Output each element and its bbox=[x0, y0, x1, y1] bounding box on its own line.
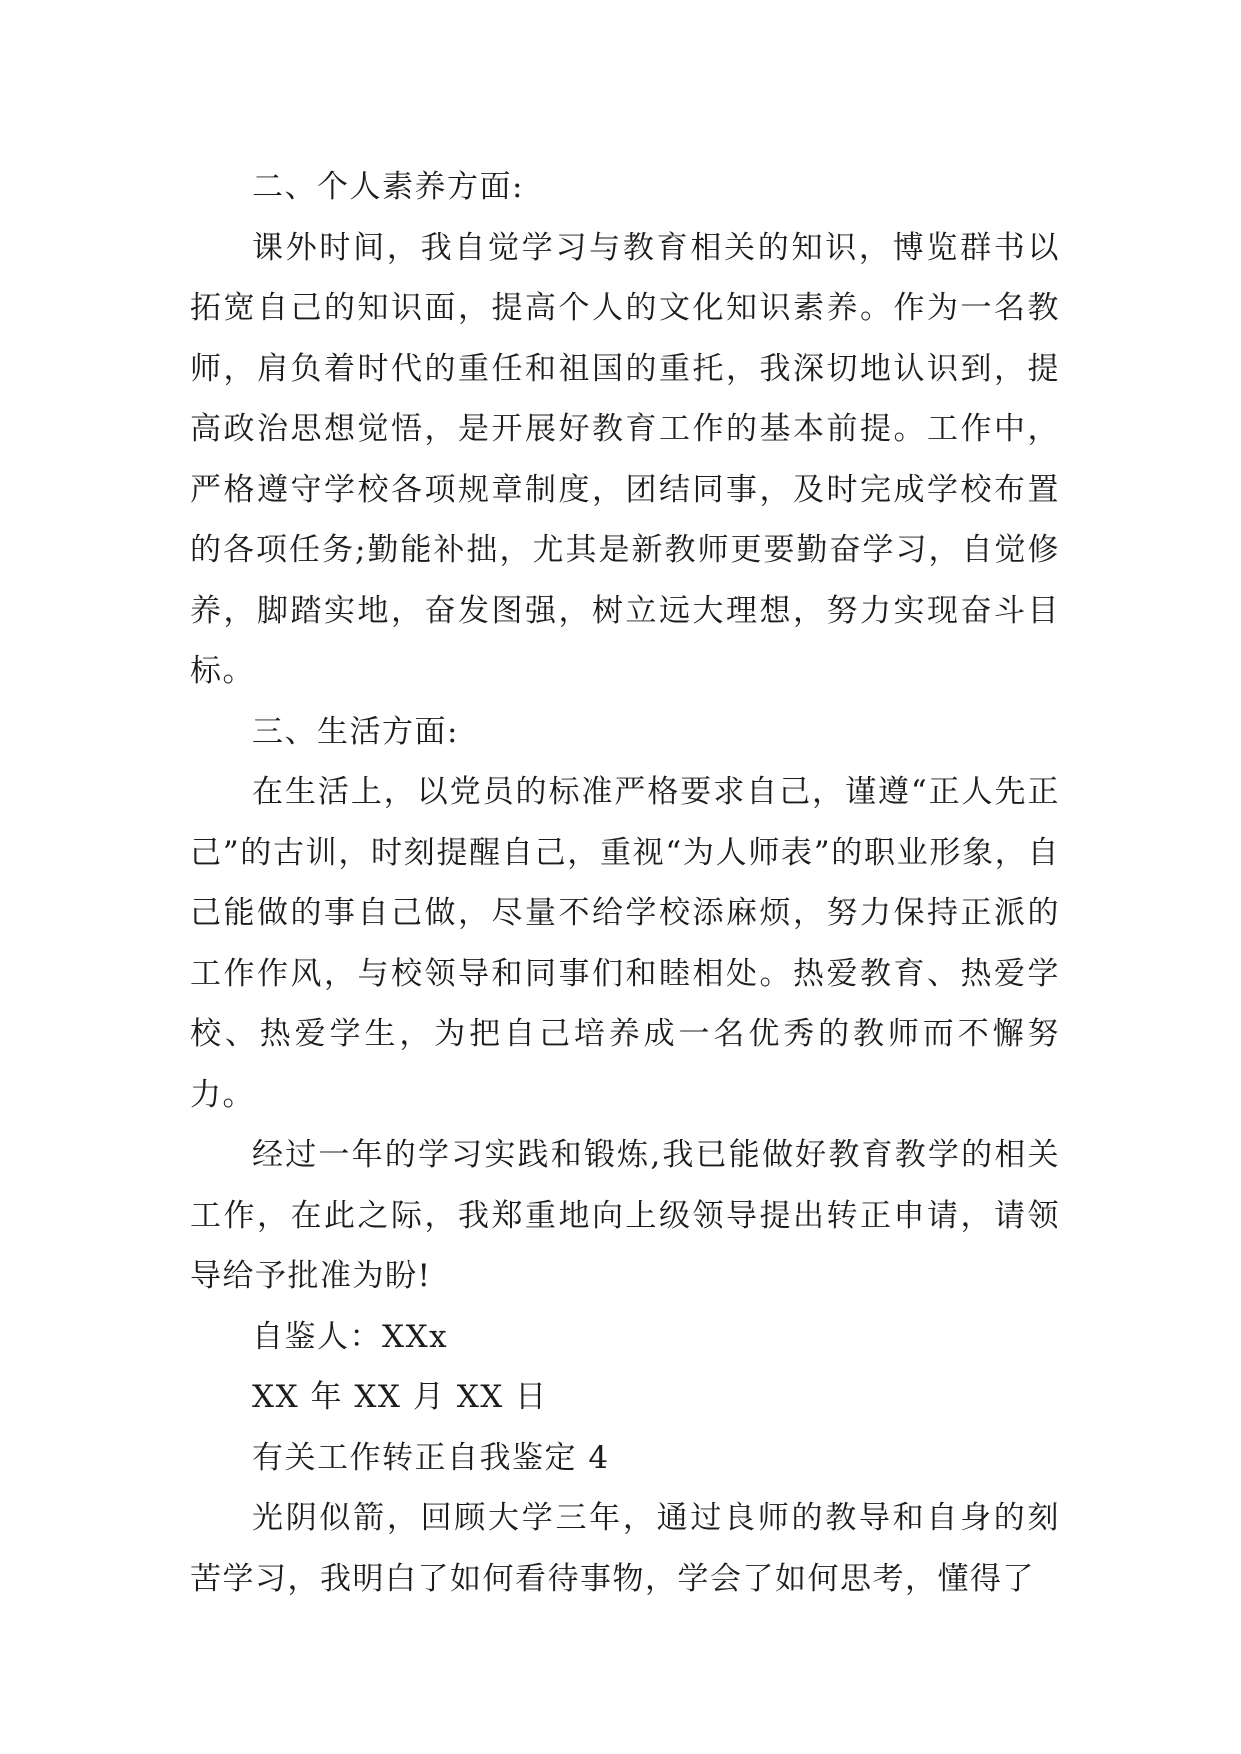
paragraph-next-intro: 光阴似箭，回顾大学三年，通过良师的教导和自身的刻苦学习，我明白了如何看待事物，学会了如何思考，懂得了 bbox=[190, 1500, 1060, 1597]
section-heading-personal-quality: 二、个人素养方面: bbox=[252, 169, 524, 205]
paragraph-personal-quality: 课外时间，我自觉学习与教育相关的知识，博览群书以拓宽自己的知识面，提高个人的文化知识素养。作为一名教师，肩负着时代的重任和祖国的重托，我深切地认识到，提高政治思想觉悟，是开展好教育工作的基本前提。工作中，严格遵守学校各项规章制度，团结同事，及时完成学校布置的各项任务;勤能补拙，尤其是新教师更要勤奋学习，自觉修养，脚踏实地，奋发图强，树立远大理想，努力实现奋斗目标。 bbox=[190, 229, 1060, 689]
document-body bbox=[190, 157, 1060, 1609]
paragraph-closing-request: 经过一年的学习实践和锻炼,我已能做好教育教学的相关工作，在此之际，我郑重地向上级领导提出转正申请，请领导给予批准为盼! bbox=[190, 1137, 1060, 1294]
section-heading-life: 三、生活方面: bbox=[252, 713, 459, 750]
next-section-title: 有关工作转正自我鉴定 4 bbox=[252, 1439, 610, 1476]
paragraph-life: 在生活上，以党员的标准严格要求自己，谨遵“正人先正己”的古训，时刻提醒自己，重视“为人师表”的职业形象，自己能做的事自己做，尽量不给学校添麻烦，努力保持正派的工作作风，与校领导和同事们和睦相处。热爱教育、热爱学校、热爱学生，为把自己培养成一名优秀的教师而不懈努力。 bbox=[190, 774, 1060, 1113]
signature-line: 自鉴人：XXx bbox=[252, 1318, 449, 1355]
date-line: XX 年 XX 月 XX 日 bbox=[252, 1379, 548, 1415]
